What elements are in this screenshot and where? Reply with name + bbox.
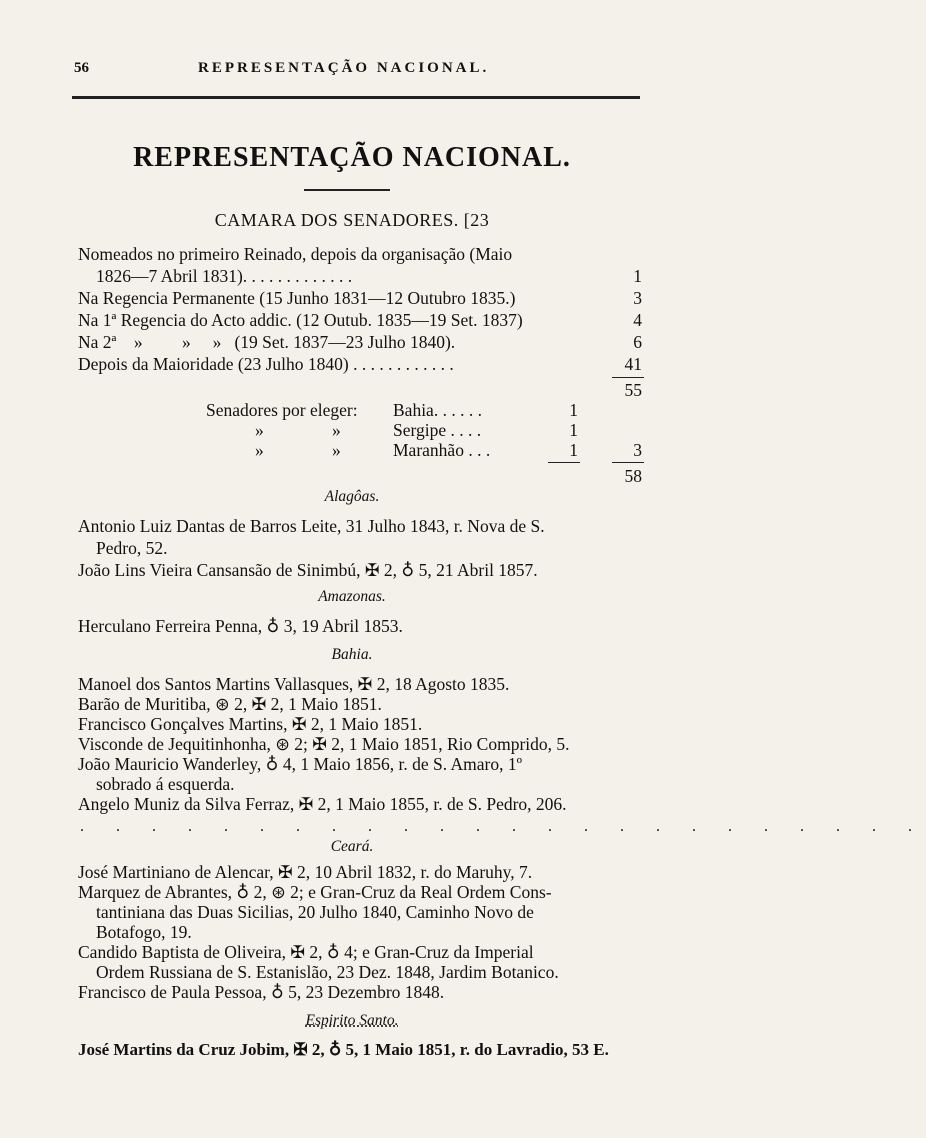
summary-total: 58 <box>624 466 642 486</box>
elect-total: 3 <box>633 440 642 460</box>
summary-count-4: 6 <box>633 332 642 352</box>
entry-line: João Lins Vieira Cansansão de Sinimbú, ✠ 2, ♁ 5, 21 Abril 1857. <box>78 560 538 580</box>
chamber-heading: CAMARA DOS SENADORES. [23 <box>214 210 490 230</box>
summary-subtotal: 55 <box>624 380 642 400</box>
summary-line-1b: 1826—7 Abril 1831). . . . . . . . . . . . . <box>96 266 353 286</box>
summary-line-1a: Nomeados no primeiro Reinado, depois da organisação (Maio <box>78 244 513 264</box>
summary-count-3: 4 <box>633 310 642 330</box>
entry-line: sobrado á esquerda. <box>96 774 235 794</box>
summary-count-2: 3 <box>633 288 642 308</box>
ditto-mark: » <box>332 420 341 440</box>
header-rule <box>72 96 640 99</box>
section-heading-bahia: Bahia. <box>331 646 373 663</box>
entry-line: Francisco Gonçalves Martins, ✠ 2, 1 Maio 1851. <box>78 714 423 734</box>
title-rule <box>304 189 390 191</box>
entry-line: Barão de Muritiba, ⊛ 2, ✠ 2, 1 Maio 1851. <box>78 694 382 714</box>
entry-line: Herculano Ferreira Penna, ♁ 3, 19 Abril 1853. <box>78 616 403 636</box>
ditto-mark: » <box>255 420 264 440</box>
entry-line: Manoel dos Santos Martins Vallasques, ✠ 2, 18 Agosto 1835. <box>78 674 510 694</box>
total-rule <box>612 462 644 463</box>
elect-count-3: 1 <box>569 440 578 460</box>
entry-line: tantiniana das Duas Sicilias, 20 Julho 1840, Caminho Novo de <box>96 902 534 922</box>
summary-line-3: Na 1ª Regencia do Acto addic. (12 Outub. 1835—19 Set. 1837) <box>78 310 523 330</box>
elect-state-3: Maranhão . . . <box>393 440 491 460</box>
entry-line: José Martiniano de Alencar, ✠ 2, 10 Abril 1832, r. do Maruhy, 7. <box>78 862 533 882</box>
subtotal-rule <box>612 377 644 378</box>
entry-line: Visconde de Jequitinhonha, ⊛ 2; ✠ 2, 1 Maio 1851, Rio Comprido, 5. <box>78 734 570 754</box>
entry-line: Ordem Russiana de S. Estanislão, 23 Dez. 1848, Jardim Botanico. <box>96 962 559 982</box>
elect-count-1: 1 <box>569 400 578 420</box>
entry-line: Candido Baptista de Oliveira, ✠ 2, ♁ 4; e Gran-Cruz da Imperial <box>78 942 534 962</box>
section-heading-amazonas: Amazonas. <box>318 588 386 605</box>
ditto-mark: » <box>255 440 264 460</box>
elect-state-2: Sergipe . . . . <box>393 420 482 440</box>
summary-count-5: 41 <box>624 354 642 374</box>
entry-line: Pedro, 52. <box>96 538 168 558</box>
summary-line-5: Depois da Maioridade (23 Julho 1840) . . . . . . . . . . . . <box>78 354 454 374</box>
elect-label: Senadores por eleger: <box>206 400 358 420</box>
separator-dots: . . . . . . . . . . . . . . . . . . . . . . . . <box>80 818 926 835</box>
section-heading-alagoas: Alagôas. <box>324 488 380 505</box>
entry-line: Botafogo, 19. <box>96 922 192 942</box>
ditto-mark: » <box>332 440 341 460</box>
running-title: REPRESENTAÇÃO NACIONAL. <box>198 60 490 76</box>
page-title: REPRESENTAÇÃO NACIONAL. <box>133 142 571 173</box>
entry-line: João Mauricio Wanderley, ♁ 4, 1 Maio 1856, r. de S. Amaro, 1º <box>78 754 523 774</box>
entry-line: Antonio Luiz Dantas de Barros Leite, 31 Julho 1843, r. Nova de S. <box>78 516 545 536</box>
elect-state-1: Bahia. . . . . . <box>393 400 482 420</box>
entry-line: Marquez de Abrantes, ♁ 2, ⊛ 2; e Gran-Cruz da Real Ordem Cons- <box>78 882 552 902</box>
elect-rule <box>548 462 580 463</box>
elect-count-2: 1 <box>569 420 578 440</box>
section-heading-ceara: Ceará. <box>330 838 374 855</box>
page-number: 56 <box>74 60 89 76</box>
entry-line: Angelo Muniz da Silva Ferraz, ✠ 2, 1 Maio 1855, r. de S. Pedro, 206. <box>78 794 567 814</box>
summary-line-2: Na Regencia Permanente (15 Junho 1831—12 Outubro 1835.) <box>78 288 516 308</box>
entry-line: José Martins da Cruz Jobim, ✠ 2, ♁ 5, 1 Maio 1851, r. do Lavradio, 53 E. <box>78 1040 609 1059</box>
summary-line-4: Na 2ª » » » (19 Set. 1837—23 Julho 1840). <box>78 332 456 352</box>
section-heading-espirito-santo: Espirito Santo. <box>305 1012 399 1029</box>
summary-count-1: 1 <box>633 266 642 286</box>
entry-line: Francisco de Paula Pessoa, ♁ 5, 23 Dezembro 1848. <box>78 982 445 1002</box>
